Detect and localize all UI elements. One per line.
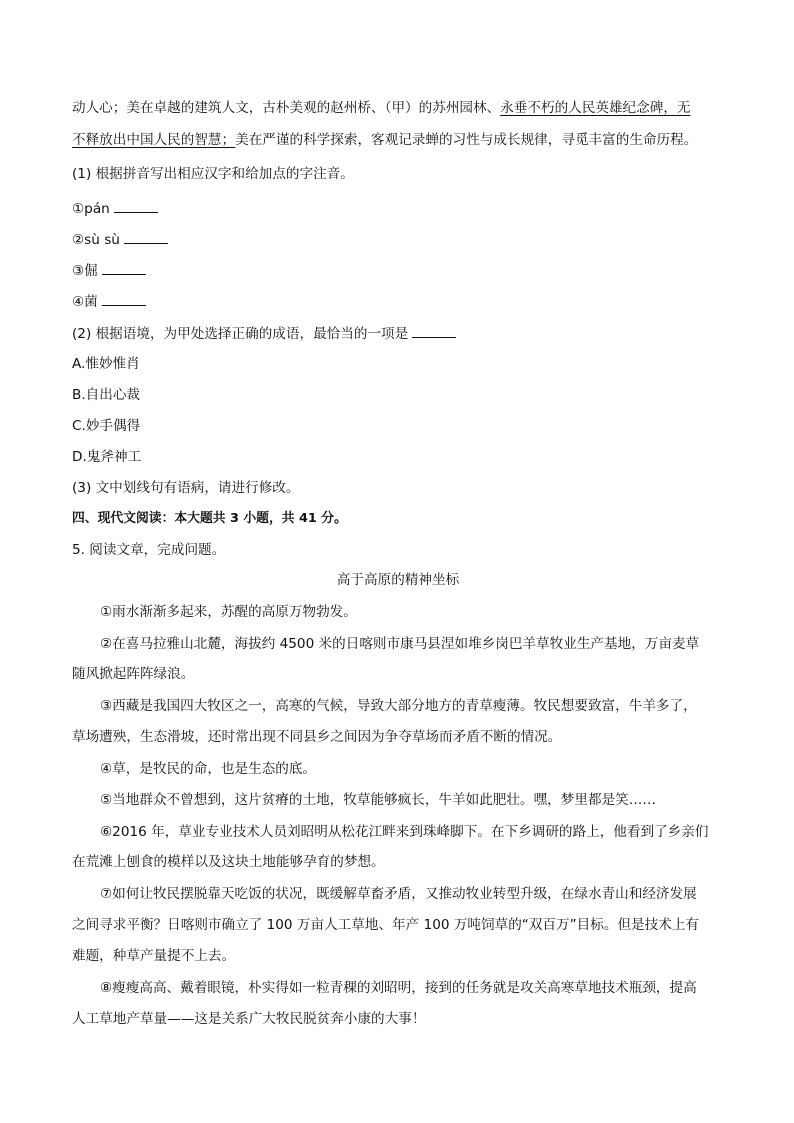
option-b[interactable]: B.自出心裁 [72,387,141,403]
article-line: ④草，是牧民的命，也是生态的底。 [100,761,317,777]
article-line: ⑤当地群众不曾想到，这片贫瘠的土地，牧草能够疯长，牛羊如此肥壮。嘿，梦里都是笑…… [100,792,656,808]
question-5-stem: 5. 阅读文章，完成问题。 [72,542,226,558]
article-line: 难题，种草产量提不上去。 [72,948,236,964]
answer-blank[interactable] [102,291,146,306]
question-1-item: ②sù sù [72,229,168,250]
intro-line-2 [72,130,697,150]
answer-blank[interactable] [412,323,456,338]
underlined-sentence: 永垂不朽的人民英雄纪念碑，无 [500,100,691,116]
article-line: ①雨水渐渐多起来，苏醒的高原万物勃发。 [100,604,357,620]
intro-text: 美在严谨的科学探索，客观记录蝉的习性与成长规律，寻觅丰富的生命历程。 [235,132,698,148]
article-line: ③西藏是我国四大牧区之一，高寒的气候，导致大部分地方的青草瘦薄。牧民想要致富，牛羊多了， [100,698,697,714]
option-c[interactable]: C.妙手偶得 [72,418,141,434]
article-line: 随风掀起阵阵绿浪。 [72,666,195,682]
question-1-item: ③倔 [72,260,146,281]
article-title: 高于高原的精神坐标 [336,572,460,588]
article-line: 之间寻求平衡？日喀则市确立了 100 万亩人工草地、年产 100 万吨饲草的“双百万”目标。但是技术上有 [72,917,700,933]
article-line: ⑧瘦瘦高高、戴着眼镜，朴实得如一粒青稞的刘昭明，接到的任务就是攻关高寒草地技术瓶颈，提高 [100,980,697,996]
article-line: ⑦如何让牧民摆脱靠天吃饭的状况，既缓解草畜矛盾，又推动牧业转型升级，在绿水青山和经济发展 [100,886,697,902]
option-d[interactable]: D.鬼斧神工 [72,449,142,465]
intro-line-1 [72,98,691,118]
article-line: 人工草地产草量——这是关系广大牧民脱贫奔小康的大事！ [72,1011,426,1027]
question-1-stem: (1) 根据拼音写出相应汉字和给加点的字注音。 [72,166,354,182]
question-3-stem: (3) 文中划线句有语病，请进行修改。 [72,480,300,496]
article-line: 草场遭殃，生态滑坡，还时常出现不同县乡之间因为争夺草场而矛盾不断的情况。 [72,729,562,745]
question-2-stem: (2) 根据语境，为甲处选择正确的成语，最恰当的一项是 [72,323,456,344]
answer-blank[interactable] [114,198,158,213]
answer-blank[interactable] [102,260,146,275]
article-line: ②在喜马拉雅山北麓，海拔约 4500 米的日喀则市康马县涅如堆乡岗巴羊草牧业生产基地，万亩麦草 [100,636,700,652]
section-heading: 四、现代文阅读：本大题共 3 小题，共 41 分。 [72,511,347,526]
underlined-sentence: 不释放出中国人民的智慧； [72,132,236,148]
option-a[interactable]: A.惟妙惟肖 [72,356,140,372]
article-line: ⑥2016 年，草业专业技术人员刘昭明从松花江畔来到珠峰脚下。在下乡调研的路上，他看到了乡亲们 [100,824,709,840]
intro-text: 动人心；美在卓越的建筑人文，古朴美观的赵州桥、（甲）的苏州园林、 [72,100,501,116]
question-1-item: ④菌 [72,291,146,312]
question-1-item: ①pán [72,198,158,219]
answer-blank[interactable] [124,229,168,244]
article-line: 在荒滩上刨食的模样以及这块土地能够孕育的梦想。 [72,854,385,870]
